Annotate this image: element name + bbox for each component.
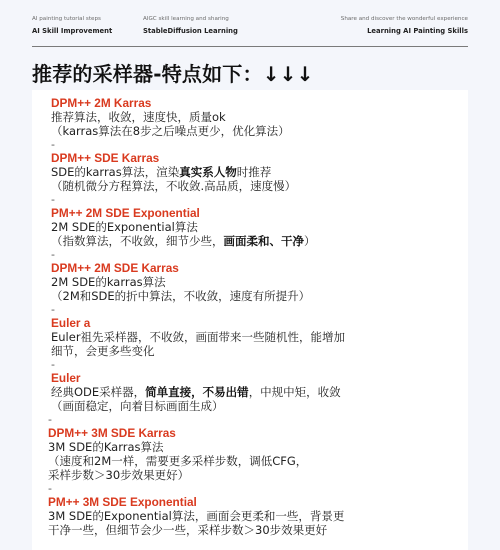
sampler-description-continued: 干净一些，但细节会少一些，采样步数＞30步效果更好 (48, 523, 328, 537)
separator-dash: - (51, 193, 55, 206)
separator-dash: - (51, 358, 55, 371)
sampler-name: DPM++ 2M SDE Karras (51, 261, 179, 275)
separator-dash: - (48, 482, 52, 495)
sampler-name: DPM++ 3M SDE Karras (48, 426, 176, 440)
header-column-1 (32, 14, 112, 38)
description-text: 经典ODE采样器， (51, 385, 146, 399)
header-divider (32, 46, 468, 47)
sampler-name: PM++ 2M SDE Exponential (51, 206, 200, 220)
sampler-name: DPM++ 2M Karras (51, 96, 152, 110)
sampler-note-continued: 采样步数＞30步效果更好） (48, 468, 190, 482)
sampler-description (51, 385, 341, 399)
header-heading: Learning AI Painting Skills (367, 27, 468, 35)
description-emphasis: 简单直接，不易出错 (145, 385, 249, 399)
content-card (32, 90, 468, 550)
sampler-description: 3M SDE的Karras算法 (48, 440, 164, 454)
description-text: SDE的karras算法，渲染 (51, 165, 180, 179)
sampler-note: （karras算法在8步之后噪点更少，优化算法） (51, 124, 290, 138)
note-text: ） (304, 234, 316, 248)
sampler-name: Euler a (51, 316, 91, 330)
sampler-note: （随机微分方程算法，不收敛.高品质，速度慢） (51, 179, 297, 193)
sampler-description-continued: 细节，会更多些变化 (51, 344, 155, 358)
sampler-description: 2M SDE的Exponential算法 (51, 220, 198, 234)
header-heading: AI Skill Improvement (32, 27, 113, 35)
separator-dash: - (51, 303, 55, 316)
top-header (32, 14, 468, 48)
header-column-3 (341, 14, 468, 38)
sampler-description: 2M SDE的karras算法 (51, 275, 166, 289)
sampler-note: （画面稳定，向着目标画面生成） (51, 399, 224, 413)
header-heading: StableDiffusion Learning (143, 27, 238, 35)
separator-dash: - (51, 248, 55, 261)
page-title: 推荐的采样器-特点如下：↓↓↓ (32, 62, 314, 86)
sampler-name: DPM++ SDE Karras (51, 151, 160, 165)
note-text: （指数算法，不收敛，细节少些， (51, 234, 224, 248)
description-text: 时推荐 (236, 165, 272, 179)
sampler-note (51, 234, 316, 248)
sampler-description: 3M SDE的Exponential算法，画面会更柔和一些，背景更 (48, 509, 345, 523)
sampler-note: （速度和2M一样，需要更多采样步数，调低CFG， (48, 454, 308, 468)
sampler-name: PM++ 3M SDE Exponential (48, 495, 197, 509)
note-emphasis: 画面柔和、干净 (223, 234, 304, 248)
header-subtitle: AI painting tutorial steps (32, 16, 101, 22)
description-text: ，中规中矩，收敛 (248, 385, 341, 399)
description-emphasis: 真实系人物 (179, 165, 237, 179)
sampler-note: （2M和SDE的折中算法，不收敛，速度有所提升） (51, 289, 311, 303)
separator-dash: - (51, 138, 55, 151)
header-column-2 (143, 14, 238, 38)
separator-dash: - (48, 413, 52, 426)
sampler-description: 推荐算法，收敛，速度快，质量ok (51, 110, 226, 124)
sampler-description: Euler祖先采样器，不收敛，画面带来一些随机性，能增加 (51, 330, 346, 344)
sampler-name: Euler (51, 371, 81, 385)
sampler-description (51, 165, 271, 179)
header-subtitle: AIGC skill learning and sharing (143, 16, 229, 22)
header-subtitle: Share and discover the wonderful experience (340, 16, 468, 22)
